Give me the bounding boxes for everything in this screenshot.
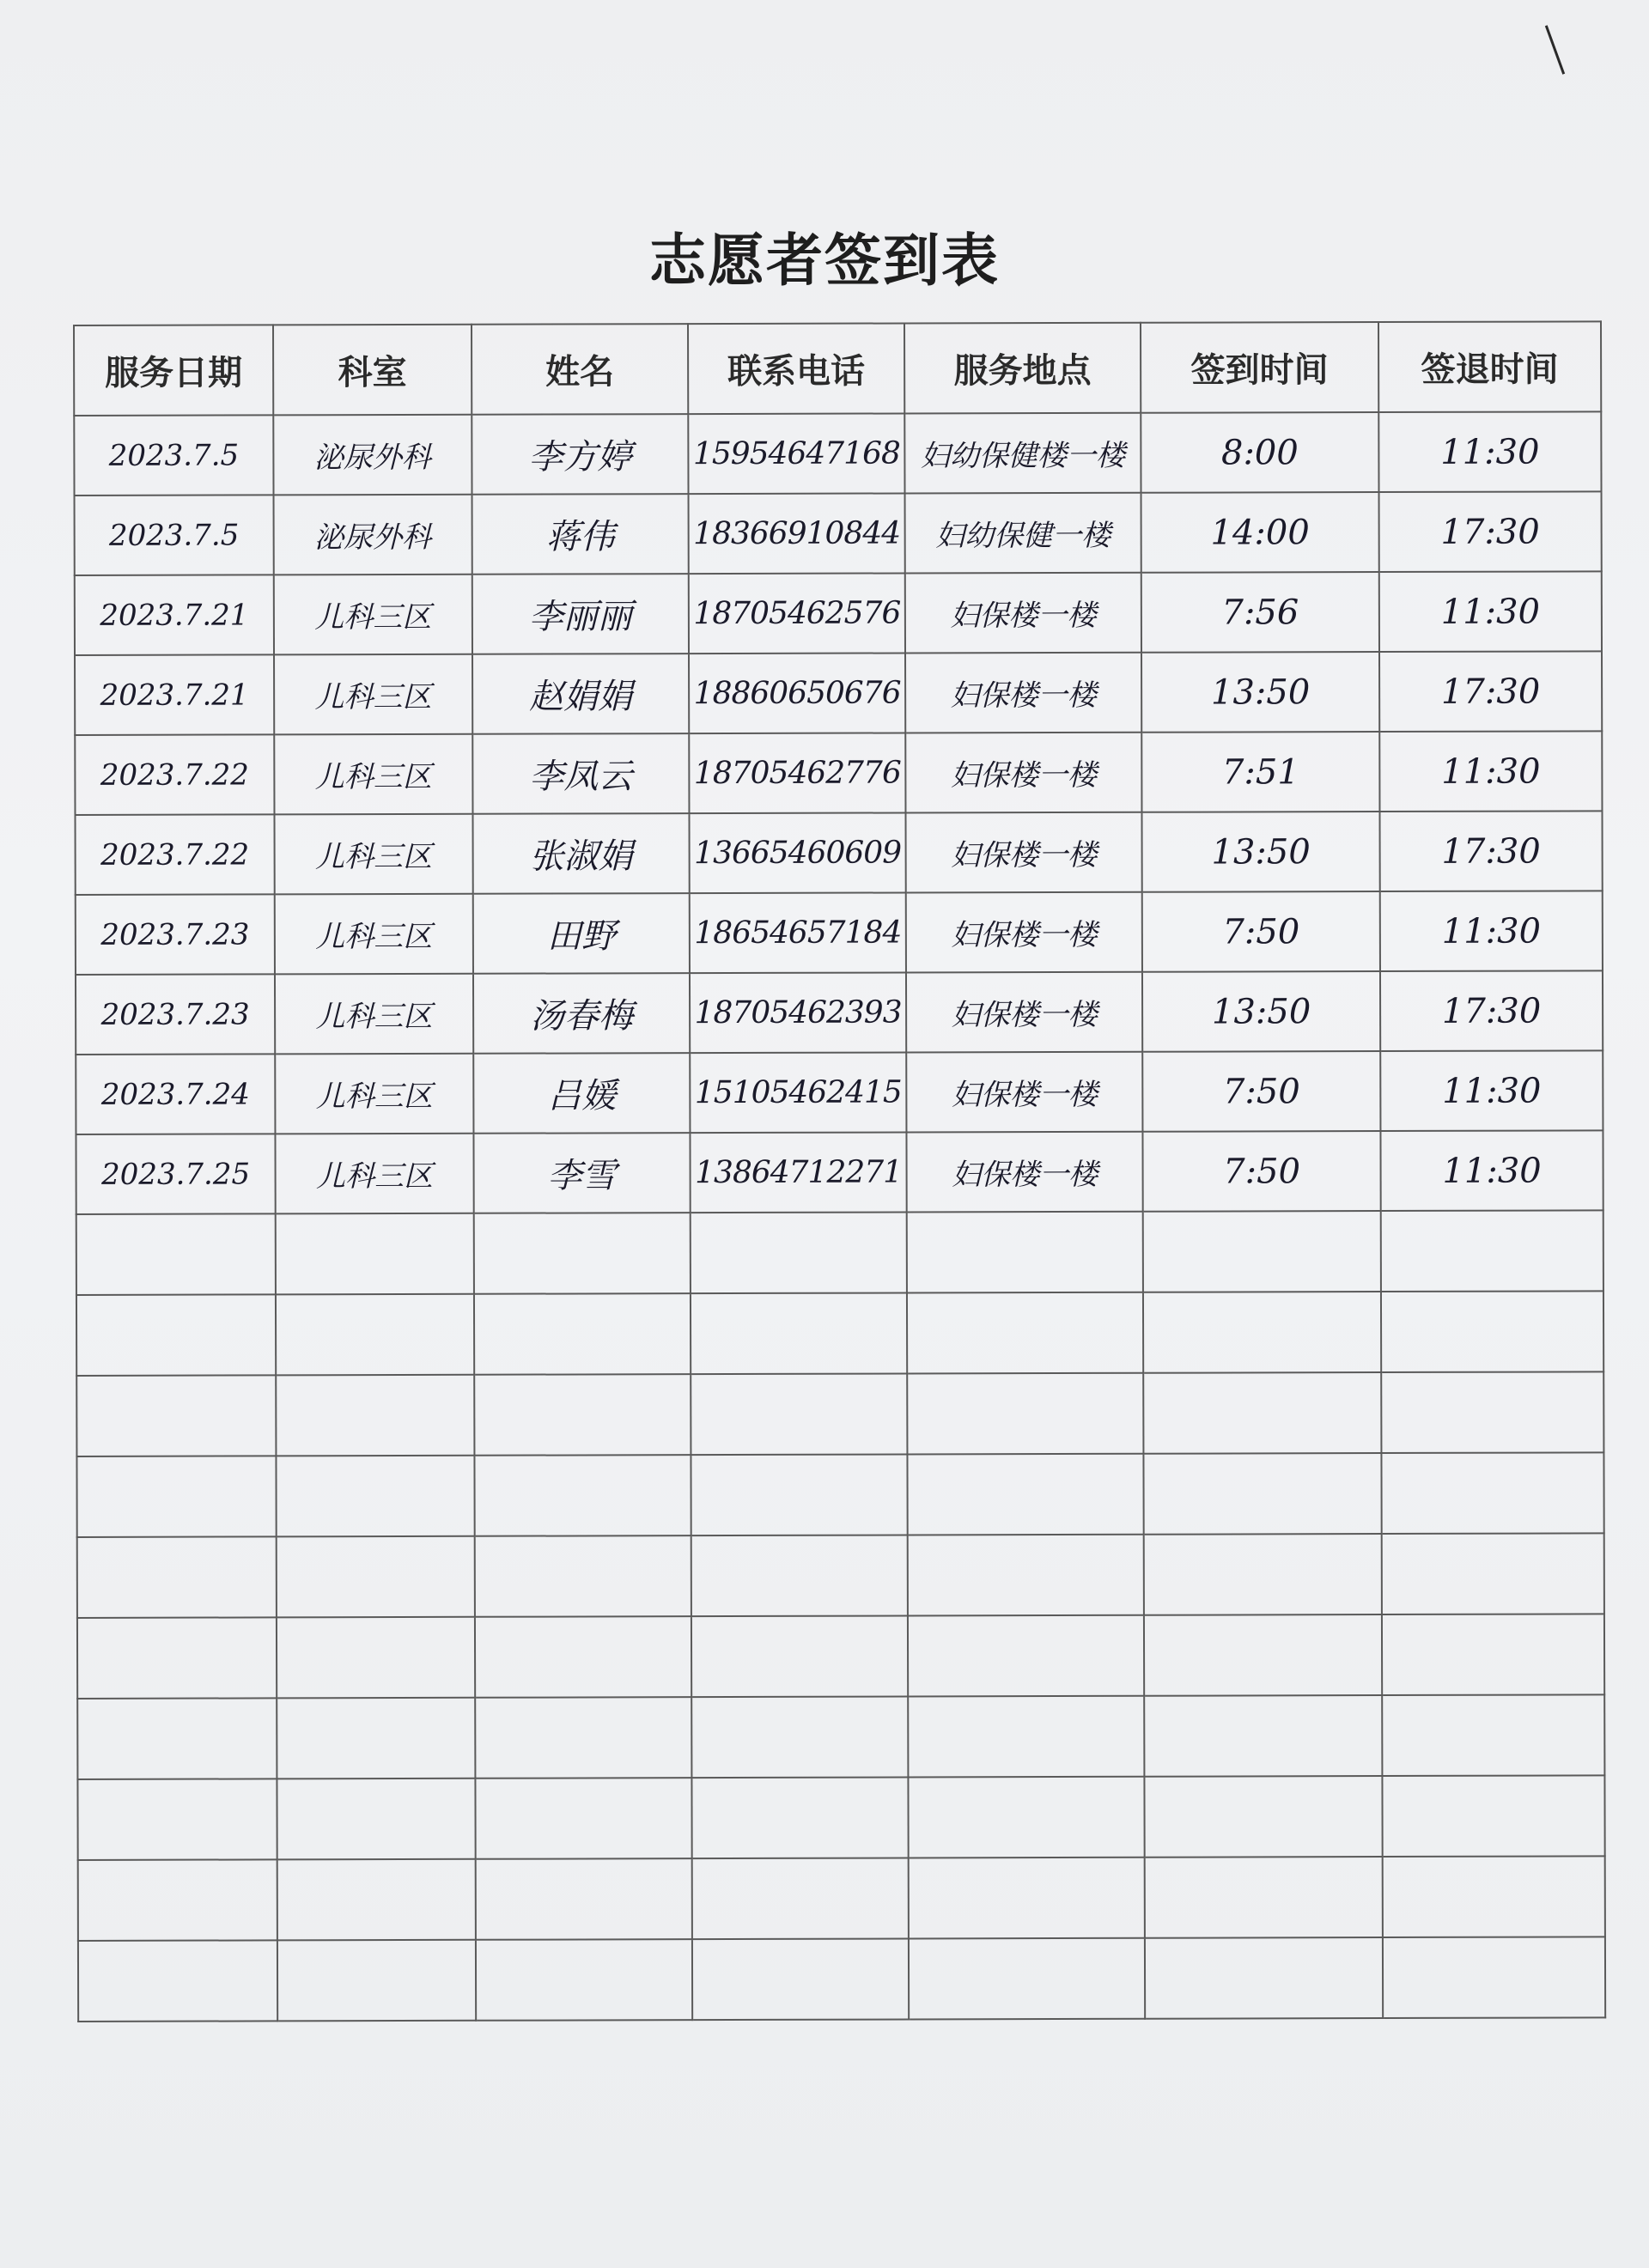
cell-signin: 7:50 [1142,891,1380,972]
empty-cell [77,1617,277,1699]
cell-signin: 7:50 [1142,1131,1380,1212]
empty-cell [1144,1776,1382,1858]
cell-phone: 13665460609 [689,812,905,893]
table-row [76,1050,1603,1134]
empty-cell [1144,1534,1382,1615]
empty-cell [1381,1371,1603,1453]
cell-name: 李凤云 [472,733,689,814]
table-row [74,411,1601,496]
cell-signout: 17:30 [1379,811,1602,891]
empty-cell [474,1213,691,1294]
cell-location: 妇保楼一楼 [906,1052,1142,1133]
cell-dept: 儿科三区 [275,1134,473,1214]
cell-phone: 18705462576 [689,573,905,654]
empty-cell [276,1213,474,1295]
cell-dept: 泌尿外科 [274,495,472,575]
empty-row [76,1371,1603,1456]
cell-location: 妇幼保健一楼 [905,493,1141,574]
empty-cell [692,1858,909,1939]
cell-signin: 13:50 [1142,971,1380,1052]
cell-name: 蒋伟 [472,494,689,575]
cell-dept: 儿科三区 [275,1054,473,1134]
empty-row [78,1856,1605,1941]
empty-cell [475,1535,691,1617]
cell-location: 妇保楼一楼 [905,573,1141,654]
cell-location: 妇保楼一楼 [906,972,1142,1053]
empty-cell [276,1294,474,1376]
cell-signin: 8:00 [1141,412,1378,493]
empty-cell [276,1456,474,1537]
signin-table [73,320,1606,2022]
empty-cell [1143,1372,1381,1454]
empty-cell [475,1697,691,1779]
empty-cell [908,1535,1144,1616]
empty-cell [474,1455,691,1536]
empty-cell [277,1698,475,1779]
cell-date: 2023.7.22 [75,814,274,895]
cell-signout: 11:30 [1379,731,1602,812]
empty-cell [908,1615,1144,1697]
col-header-location: 服务地点 [904,323,1141,414]
cell-location: 妇保楼一楼 [906,892,1142,973]
table-row [75,571,1602,655]
cell-phone: 15954647168 [688,413,904,494]
empty-cell [76,1213,276,1295]
cell-dept: 泌尿外科 [273,415,472,496]
empty-cell [691,1292,907,1374]
cell-signout: 11:30 [1380,891,1603,971]
table-row [76,1130,1603,1214]
cell-phone: 18860650676 [689,653,905,733]
cell-dept: 儿科三区 [274,734,472,815]
empty-cell [1145,1857,1383,1938]
empty-cell [907,1292,1143,1374]
col-header-date: 服务日期 [74,325,273,416]
cell-signin: 7:51 [1141,732,1379,812]
cell-date: 2023.7.21 [75,654,274,735]
cell-location: 妇保楼一楼 [906,1132,1142,1213]
empty-cell [1381,1210,1603,1292]
empty-row [77,1694,1604,1779]
cell-date: 2023.7.24 [76,1054,275,1134]
empty-cell [277,1617,475,1699]
cell-signout: 17:30 [1379,491,1602,572]
cell-name: 田野 [473,893,690,974]
empty-row [77,1533,1604,1618]
cell-dept: 儿科三区 [274,575,472,655]
cell-signin: 14:00 [1141,492,1379,573]
pen-mark [1545,25,1565,74]
cell-signin: 7:50 [1142,1051,1380,1132]
empty-cell [76,1375,276,1456]
empty-cell [77,1779,277,1860]
empty-cell [1381,1291,1603,1372]
empty-cell [1381,1452,1603,1534]
col-header-dept: 科室 [273,325,472,416]
empty-cell [476,1858,692,1940]
cell-date: 2023.7.22 [75,734,274,815]
cell-date: 2023.7.21 [75,575,274,655]
empty-cell [76,1456,276,1537]
empty-cell [277,1536,475,1618]
table-row [75,491,1602,575]
table-row [76,891,1603,975]
empty-cell [476,1939,692,2021]
cell-signout: 11:30 [1380,1130,1603,1211]
table-row [76,970,1603,1055]
table-row [75,811,1602,895]
cell-location: 妇保楼一楼 [905,733,1141,813]
cell-phone: 18705462776 [689,733,905,813]
cell-date: 2023.7.5 [74,415,273,496]
empty-row [76,1210,1603,1295]
empty-row [78,1937,1605,2022]
cell-name: 李丽丽 [472,574,689,654]
empty-cell [1143,1211,1381,1292]
empty-cell [1383,1856,1605,1937]
cell-signout: 11:30 [1378,411,1601,492]
cell-name: 赵娟娟 [472,654,689,734]
empty-cell [1383,1937,1605,2018]
empty-cell [474,1374,691,1456]
cell-name: 李方婷 [472,414,688,495]
empty-cell [1382,1533,1604,1614]
empty-cell [78,1940,277,2022]
col-header-name: 姓名 [472,324,688,415]
cell-signin: 7:56 [1141,572,1379,653]
col-header-phone: 联系电话 [688,323,904,414]
cell-name: 汤春梅 [473,973,690,1054]
empty-cell [77,1698,277,1779]
empty-cell [78,1859,277,1941]
empty-cell [907,1454,1143,1535]
empty-cell [907,1373,1143,1455]
cell-date: 2023.7.5 [75,495,274,575]
empty-cell [475,1778,691,1859]
table-row [75,651,1602,735]
cell-phone: 15105462415 [690,1052,906,1133]
cell-location: 妇幼保健楼一楼 [904,413,1141,494]
empty-row [76,1291,1603,1376]
table-row [75,731,1602,815]
empty-cell [76,1294,276,1376]
empty-cell [909,1938,1145,2020]
empty-cell [1143,1292,1381,1373]
cell-name: 张淑娟 [472,813,689,894]
cell-phone: 18705462393 [690,972,906,1053]
empty-cell [1143,1453,1381,1535]
empty-cell [691,1454,907,1535]
cell-date: 2023.7.25 [76,1134,275,1214]
cell-dept: 儿科三区 [275,974,473,1055]
col-header-signout: 签退时间 [1378,321,1601,412]
cell-phone: 13864712271 [690,1132,906,1213]
empty-cell [692,1938,909,2020]
empty-cell [691,1212,907,1293]
cell-dept: 儿科三区 [275,894,473,975]
empty-cell [277,1779,475,1860]
empty-cell [691,1373,907,1455]
empty-cell [475,1616,691,1698]
empty-cell [1382,1694,1604,1776]
empty-cell [907,1212,1143,1293]
empty-cell [1144,1695,1382,1777]
cell-name: 李雪 [473,1133,690,1213]
empty-row [77,1614,1604,1699]
empty-row [77,1775,1604,1860]
empty-cell [1145,1937,1383,2019]
empty-cell [908,1777,1144,1858]
cell-signin: 13:50 [1141,812,1379,892]
page-title: 志愿者签到表 [649,228,1000,294]
col-header-signin: 签到时间 [1141,322,1378,413]
empty-cell [277,1859,476,1941]
cell-location: 妇保楼一楼 [905,812,1141,893]
cell-phone: 18654657184 [690,892,906,973]
empty-cell [908,1696,1144,1778]
empty-cell [1144,1614,1382,1696]
cell-date: 2023.7.23 [76,974,275,1055]
cell-signout: 11:30 [1380,1050,1603,1131]
cell-phone: 18366910844 [689,493,905,574]
cell-signout: 11:30 [1379,571,1602,652]
header-row [74,321,1601,416]
empty-cell [691,1696,908,1778]
cell-date: 2023.7.23 [76,894,275,975]
cell-dept: 儿科三区 [274,654,472,735]
empty-cell [1382,1614,1604,1695]
empty-cell [277,1940,476,2022]
empty-cell [1382,1775,1604,1857]
cell-signout: 17:30 [1379,651,1602,732]
empty-cell [474,1293,691,1375]
empty-cell [691,1777,908,1858]
cell-signout: 17:30 [1380,970,1603,1051]
cell-location: 妇保楼一楼 [905,653,1141,733]
cell-signin: 13:50 [1141,652,1379,733]
cell-dept: 儿科三区 [274,814,472,895]
empty-row [76,1452,1603,1537]
empty-cell [276,1375,474,1456]
empty-cell [691,1535,908,1616]
empty-cell [77,1536,277,1618]
empty-cell [909,1858,1145,1939]
cell-name: 吕媛 [473,1053,690,1134]
empty-cell [691,1615,908,1697]
